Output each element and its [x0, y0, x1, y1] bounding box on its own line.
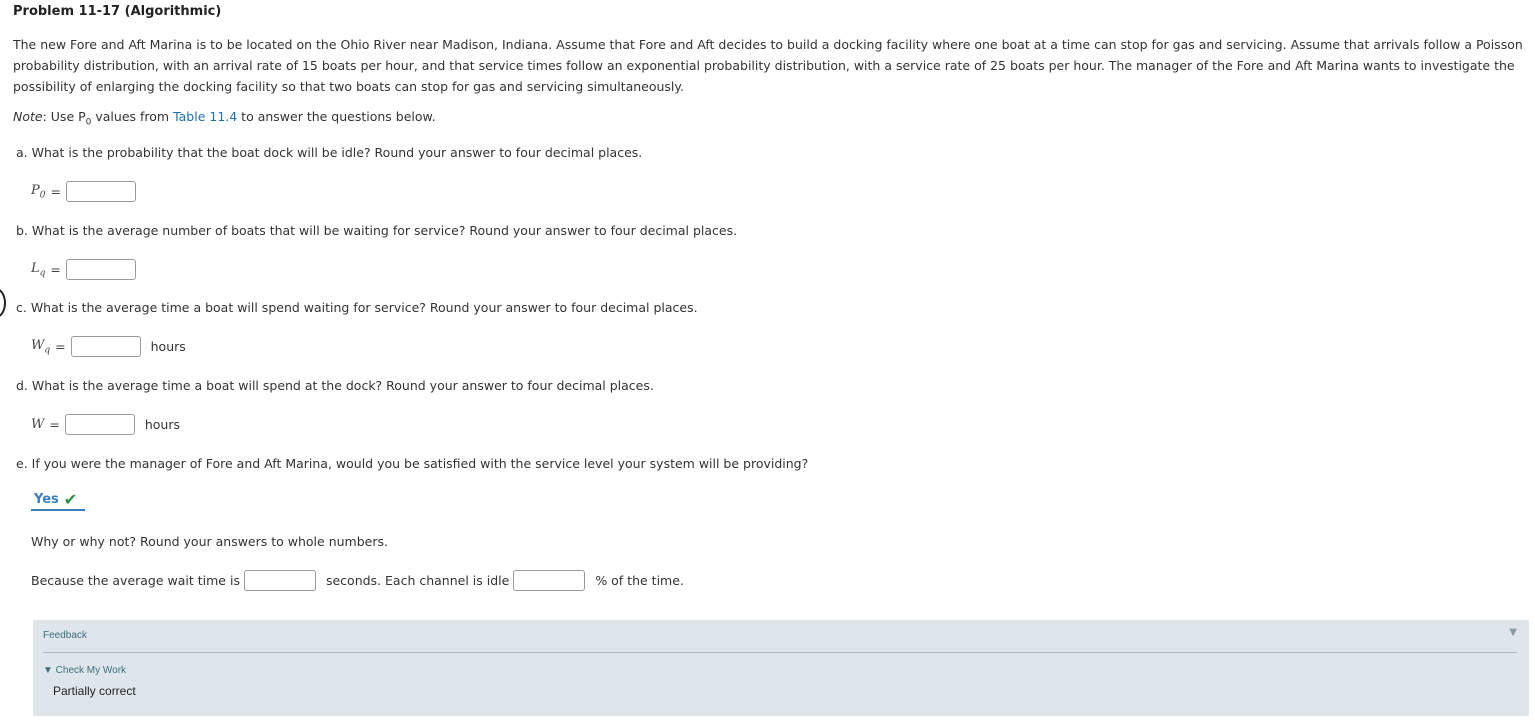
lq-input[interactable] [66, 259, 136, 280]
w-unit: hours [144, 417, 181, 432]
feedback-panel [33, 620, 1529, 716]
check-icon: ✔ [63, 489, 78, 509]
answer-row-b [31, 259, 136, 280]
question-e: e. If you were the manager of Fore and Aft Marina, would you be satisfied with the service level your system will be providing? [16, 456, 809, 471]
wait-seconds-input[interactable] [244, 570, 316, 591]
problem-intro: The new Fore and Aft Marina is to be located on the Ohio River near Madison, Indiana. Assume that Fore and Aft decides to build a docking facility where one boat at a time can stop for gas and servicing. Assume that arrivals follow a Poisson probability distribution, with an arrival rate of 15 boats per hour, and that service times follow an exponential probability distribution, with a service rate of 25 boats per hour. The manager of the Fore and Aft Marina wants to investigate the possibility of enlarging the docking facility so that two boats can stop for gas and servicing simultaneously. [13, 37, 1523, 94]
var-w: W [31, 417, 45, 432]
question-b: b. What is the average number of boats that will be waiting for service? Round your answer to four decimal places. [16, 223, 738, 238]
question-d: d. What is the average time a boat will spend at the dock? Round your answer to four decimal places. [16, 378, 654, 393]
note-text-after: to answer the questions below. [237, 109, 436, 124]
problem-title: Problem 11-17 (Algorithmic) [13, 4, 222, 19]
wq-input[interactable] [71, 336, 141, 357]
selected-answer: Yes [34, 491, 59, 507]
satisfied-select[interactable] [31, 489, 85, 511]
equals-sign: = [50, 262, 61, 277]
feedback-label: Feedback [43, 630, 87, 641]
note-text-before: : Use P [42, 109, 86, 124]
table-link[interactable]: Table 11.4 [173, 109, 238, 124]
why-prompt: Why or why not? Round your answers to whole numbers. [31, 534, 388, 549]
var-lq: $L_q$ [31, 260, 46, 279]
feedback-divider [43, 652, 1517, 653]
triangle-down-icon[interactable]: ▼ [1509, 627, 1517, 638]
check-my-work-toggle[interactable]: ▼ Check My Work [43, 665, 127, 676]
var-p0: $P_0$ [31, 182, 46, 201]
because-text-2: seconds. Each channel is idle [325, 573, 510, 588]
because-text-1: Because the average wait time is [31, 573, 240, 588]
because-row [31, 570, 684, 591]
answer-row-d [31, 414, 180, 435]
var-wq: $W_q$ [31, 337, 51, 356]
equals-sign: = [49, 417, 60, 432]
p0-input[interactable] [66, 181, 136, 202]
equals-sign: = [55, 339, 66, 354]
answer-row-c [31, 336, 186, 357]
answer-row-a [31, 181, 136, 202]
note-label: Note [13, 109, 43, 124]
because-text-3: % of the time. [595, 573, 684, 588]
edge-cursor-arc [0, 288, 6, 318]
question-a: a. What is the probability that the boat dock will be idle? Round your answer to four decimal places. [16, 145, 643, 160]
w-input[interactable] [65, 414, 135, 435]
note-sub: 0 [85, 117, 92, 128]
note-text-mid: values from [91, 109, 174, 124]
equals-sign: = [50, 184, 61, 199]
question-c: c. What is the average time a boat will spend waiting for service? Round your answer to four decimal places. [16, 300, 698, 315]
feedback-status: Partially correct [53, 684, 136, 698]
note-line [13, 109, 436, 128]
wq-unit: hours [150, 339, 186, 354]
idle-percent-input[interactable] [513, 570, 585, 591]
